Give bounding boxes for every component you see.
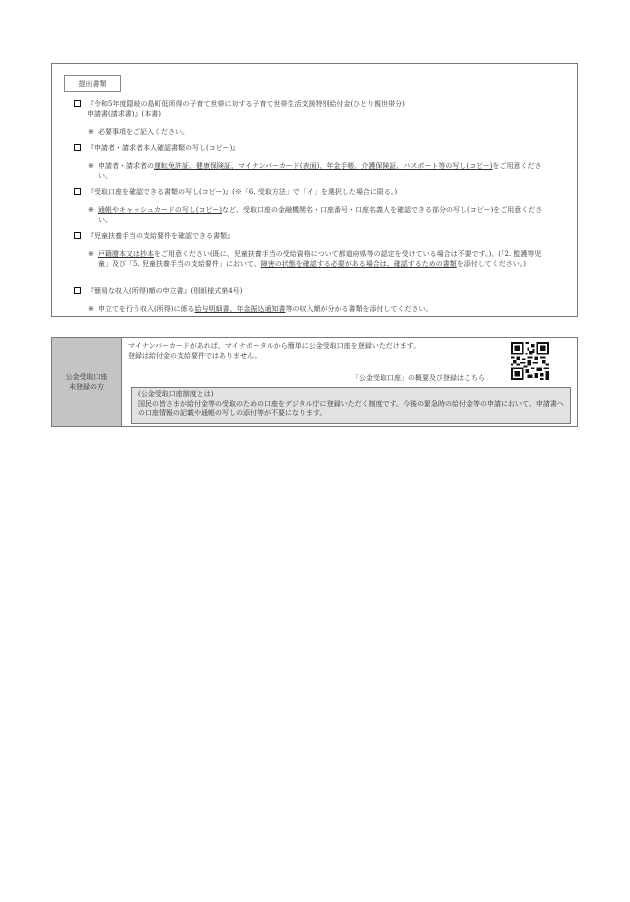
explanation-title: (公金受取口座制度とは): [138, 390, 214, 398]
public-account-header-cell: [52, 338, 122, 426]
doc-item-title: [87, 99, 559, 119]
note-text-underlined: 障害の状態を確認する必要がある場合は、確認するための書類: [260, 260, 457, 268]
public-account-table: [51, 337, 578, 427]
note-text-underlined: 給与明細書、年金振込通知書: [194, 305, 286, 313]
doc-item-title: 『簡易な収入(所得)額の申立書』(別紙様式第4号): [87, 287, 243, 295]
mynumber-info-line1: マイナンバーカードがあれば、マイナポータルから簡単に公金受取口座を登録いただけます。: [128, 342, 421, 350]
mynumber-info-line2: 登録は給付金の支給要件ではありません。: [128, 352, 262, 360]
note-text-pre: 申請者・請求者の: [98, 162, 154, 170]
doc-item-title: 『受取口座を確認できる書類の写し(コピー)』(※「6. 受取方法」で「イ」を選択した場合に限る。): [87, 188, 398, 196]
doc-note-text: [98, 161, 551, 181]
checkbox-icon[interactable]: [74, 232, 81, 239]
note-text-post: をご用意ください。: [98, 162, 542, 180]
doc-item-title: 『申請者・請求者本人確認書類の写し(コピー)』: [87, 144, 240, 152]
public-account-explanation: [131, 387, 571, 424]
qr-code-icon[interactable]: [510, 342, 550, 380]
note-mark: ※: [88, 128, 94, 136]
explanation-body: 国民の皆さまが給付金等の受取のための口座をデジタル庁に登録いただく制度です。今後の緊急時の給付金等の申請において、申請書への口座情報の記載や通帳の写しの添付等が不要になります。: [138, 399, 564, 417]
checkbox-icon[interactable]: [74, 100, 81, 107]
note-text-underlined: 運転免許証、健康保険証、マイナンバーカード(表面)、年金手帳、介護保険証、パスポート等の写し(コピー): [154, 162, 493, 170]
note-mark: ※: [88, 206, 94, 214]
header-line1: 公金受取口座: [65, 373, 108, 381]
doc-item-income-declaration: [74, 286, 559, 296]
doc-note: [88, 304, 551, 314]
doc-item-title-line2: 申請書(請求書)』(本書): [87, 110, 161, 118]
public-account-link-text: 「公金受取口座」の概要及び登録はこちら: [352, 374, 485, 382]
doc-note-text: [98, 205, 551, 225]
note-text-underlined: 戸籍謄本又は抄本: [98, 250, 154, 258]
doc-item-bank-account: [74, 187, 559, 197]
doc-item-application: [74, 99, 559, 119]
note-text-post: 等の収入額が分かる書類を添付してください。: [285, 305, 433, 313]
doc-note-text: [98, 304, 551, 314]
note-mark: ※: [88, 162, 94, 170]
doc-note: [88, 249, 551, 269]
submission-documents-box: [51, 63, 578, 317]
doc-note: [88, 205, 551, 225]
header-line2: 未登録の方: [69, 383, 104, 391]
checkbox-icon[interactable]: [74, 188, 81, 195]
note-mark: ※: [88, 250, 94, 258]
doc-item-child-support: [74, 231, 559, 241]
doc-note: [88, 161, 551, 181]
note-text-underlined: 通帳やキャッシュカードの写し(コピー): [98, 206, 223, 214]
doc-item-title: 『児童扶養手当の支給要件を確認できる書類』: [87, 232, 234, 240]
doc-note: [88, 127, 551, 137]
doc-item-id-copy: [74, 143, 559, 153]
note-mark: ※: [88, 305, 94, 313]
doc-note-text: 必要事項をご記入ください。: [98, 128, 189, 136]
note-text-post: を添付してください。): [456, 260, 526, 268]
checkbox-icon[interactable]: [74, 287, 81, 294]
note-text-post: など、受取口座の金融機関名・口座番号・口座名義人を確認できる部分の写し(コピー)をご用意ください。: [98, 206, 543, 224]
note-text-pre: 申立てを行う収入(所得)に係る: [98, 305, 195, 313]
checkbox-icon[interactable]: [74, 144, 81, 151]
mynumber-info: [128, 341, 420, 361]
doc-note-text: [98, 249, 551, 269]
note-text-mid: をご用意ください(既に、児童扶養手当の受給資格について都道府県等の認定を受けている場合は不要です。)。(「2. 監護等児童」及び「5. 児童扶養手当の支給要件」において、: [98, 250, 542, 268]
submission-documents-label: 提出書類: [64, 75, 121, 92]
doc-item-title-line1: 『令和5年度隠岐の島町低所得の子育て世帯に対する子育て世帯生活支援特別給付金(ひとり親世帯分): [87, 100, 405, 108]
